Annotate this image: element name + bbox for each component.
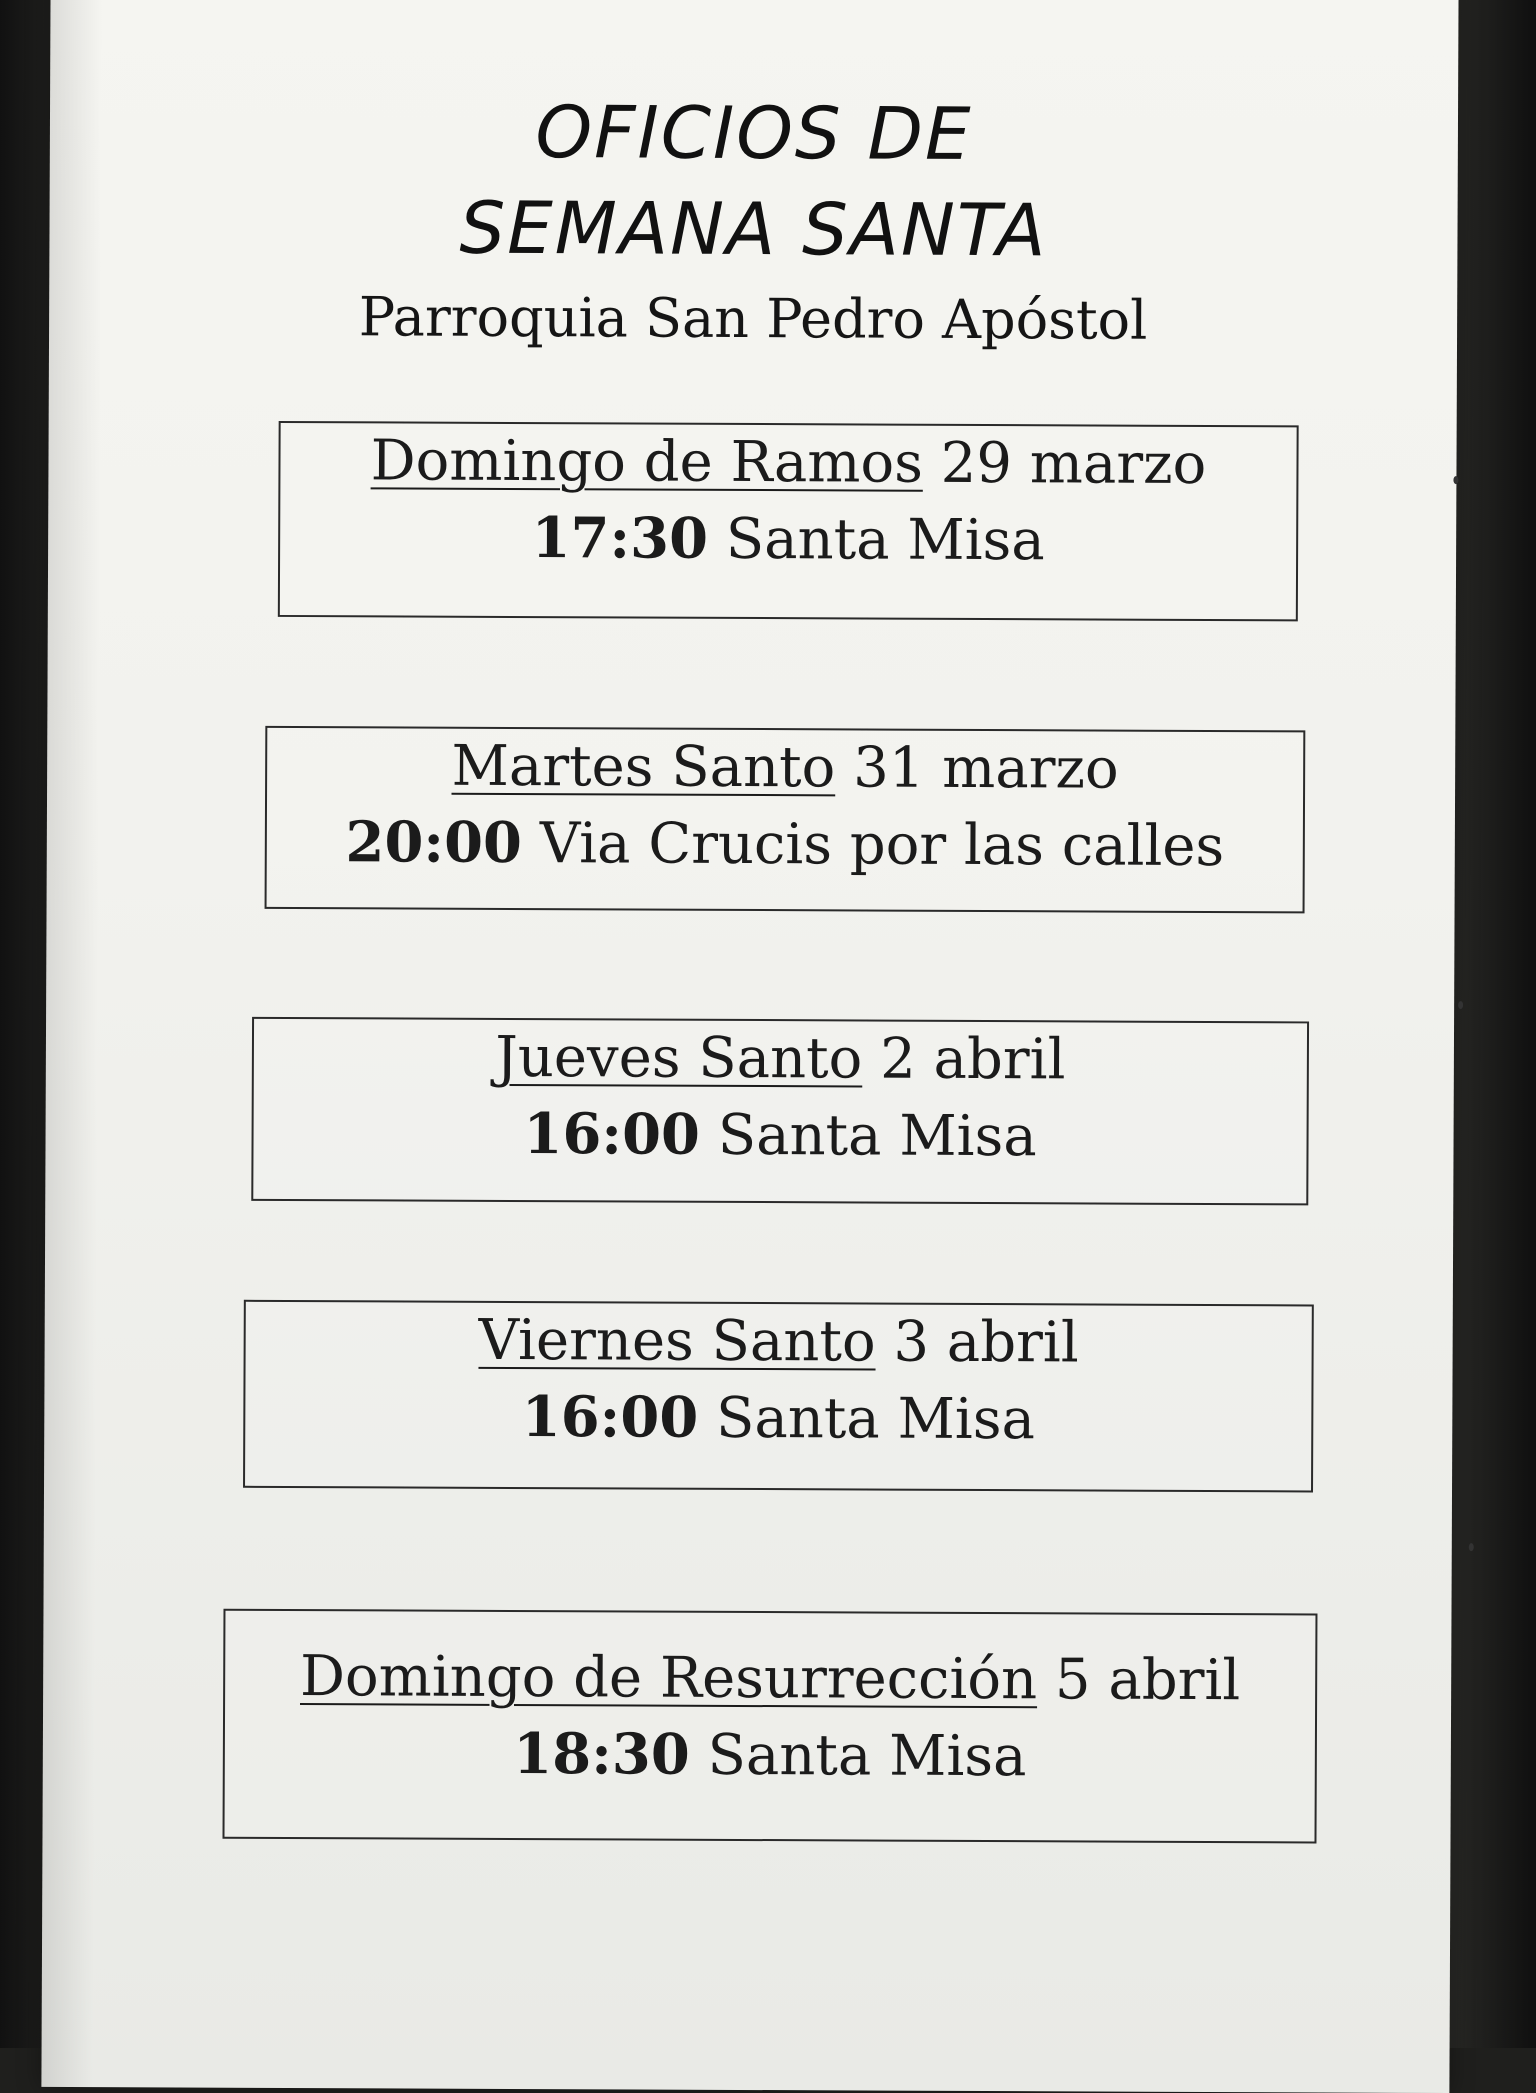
event-time: 17:30 (531, 505, 709, 572)
event-box-domingo-ramos (278, 421, 1299, 621)
event-heading (254, 1019, 1307, 1100)
event-date: 29 marzo (940, 430, 1207, 497)
event-description: Santa Misa (707, 1722, 1027, 1790)
event-heading (225, 1639, 1315, 1720)
event-date: 5 abril (1054, 1647, 1241, 1714)
event-date: 3 abril (893, 1309, 1079, 1376)
event-heading (267, 728, 1303, 809)
event-detail (253, 1095, 1306, 1177)
header (49, 82, 1458, 354)
event-time: 20:00 (345, 809, 523, 877)
event-heading (280, 423, 1296, 503)
event-time: 18:30 (513, 1720, 690, 1788)
event-description: Via Crucis por las calles (539, 811, 1225, 880)
event-name: Jueves Santo (495, 1024, 863, 1092)
title-line-2: SEMANA SANTA (459, 185, 1048, 273)
event-name: Martes Santo (451, 733, 836, 801)
event-date: 2 abril (880, 1026, 1066, 1093)
event-detail (280, 499, 1296, 580)
event-detail (225, 1715, 1315, 1797)
event-box-martes-santo (265, 726, 1306, 914)
ink-mark (1453, 476, 1458, 484)
parish-subtitle: Parroquia San Pedro Apóstol (358, 285, 1148, 352)
title-line-1: OFICIOS DE (535, 90, 973, 176)
event-box-jueves-santo (251, 1017, 1309, 1206)
event-description: Santa Misa (717, 1102, 1037, 1170)
event-date: 31 marzo (853, 735, 1119, 802)
event-box-domingo-resurreccion (222, 1609, 1317, 1844)
event-name: Domingo de Ramos (370, 428, 924, 496)
event-description: Santa Misa (725, 506, 1045, 574)
event-time: 16:00 (523, 1101, 701, 1168)
paper-sheet (41, 0, 1458, 2093)
event-time: 16:00 (521, 1384, 699, 1451)
ink-mark (1469, 1543, 1474, 1551)
event-detail (267, 804, 1303, 886)
event-name: Viernes Santo (478, 1307, 876, 1375)
dark-background-right (1446, 0, 1536, 2048)
event-detail (245, 1378, 1311, 1460)
event-name: Domingo de Resurrección (299, 1644, 1038, 1713)
event-box-viernes-santo (243, 1300, 1314, 1493)
ink-mark (1458, 1001, 1463, 1009)
event-heading (245, 1302, 1311, 1383)
event-description: Santa Misa (715, 1385, 1036, 1453)
